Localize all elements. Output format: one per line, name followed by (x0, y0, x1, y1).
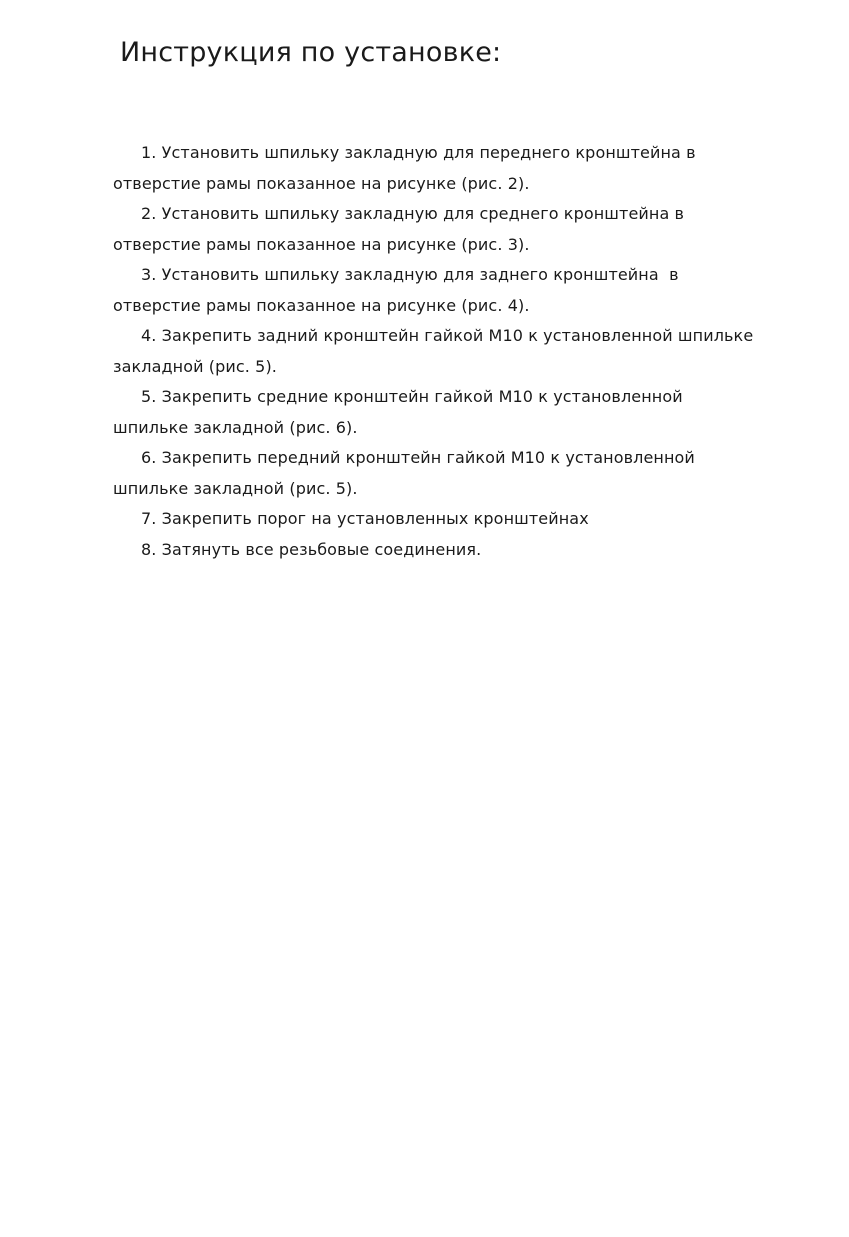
instruction-line: 4. Закрепить задний кронштейн гайкой М10 к установленной шпильке (141, 326, 754, 346)
instruction-line: 5. Закрепить средние кронштейн гайкой М10 к установленной (141, 387, 683, 407)
instruction-line: отверстие рамы показанное на рисунке (рис. 3). (113, 234, 530, 254)
instruction-item (113, 382, 849, 443)
instruction-item (113, 138, 849, 199)
instruction-list (113, 138, 849, 565)
page-title: Инструкция по установке: (120, 37, 502, 68)
instruction-item (113, 443, 849, 504)
instruction-line: 2. Установить шпильку закладную для среднего кронштейна в (141, 204, 685, 224)
instruction-line: отверстие рамы показанное на рисунке (рис. 2). (113, 173, 530, 193)
instruction-line: 3. Установить шпильку закладную для заднего кронштейна в (141, 265, 679, 285)
instruction-item (113, 504, 849, 535)
instruction-item (113, 260, 849, 321)
instruction-line: 6. Закрепить передний кронштейн гайкой М10 к установленной (141, 448, 695, 468)
document-page (0, 37, 849, 1237)
instruction-line: шпильке закладной (рис. 5). (113, 478, 358, 498)
instruction-item (113, 535, 849, 566)
instruction-item (113, 199, 849, 260)
instruction-line: 1. Установить шпильку закладную для переднего кронштейна в (141, 143, 696, 163)
instruction-line: закладной (рис. 5). (113, 356, 277, 376)
instruction-line: 8. Затянуть все резьбовые соединения. (141, 539, 482, 559)
instruction-line: шпильке закладной (рис. 6). (113, 417, 358, 437)
instruction-line: 7. Закрепить порог на установленных кронштейнах (141, 509, 589, 529)
instruction-item (113, 321, 849, 382)
instruction-line: отверстие рамы показанное на рисунке (рис. 4). (113, 295, 530, 315)
